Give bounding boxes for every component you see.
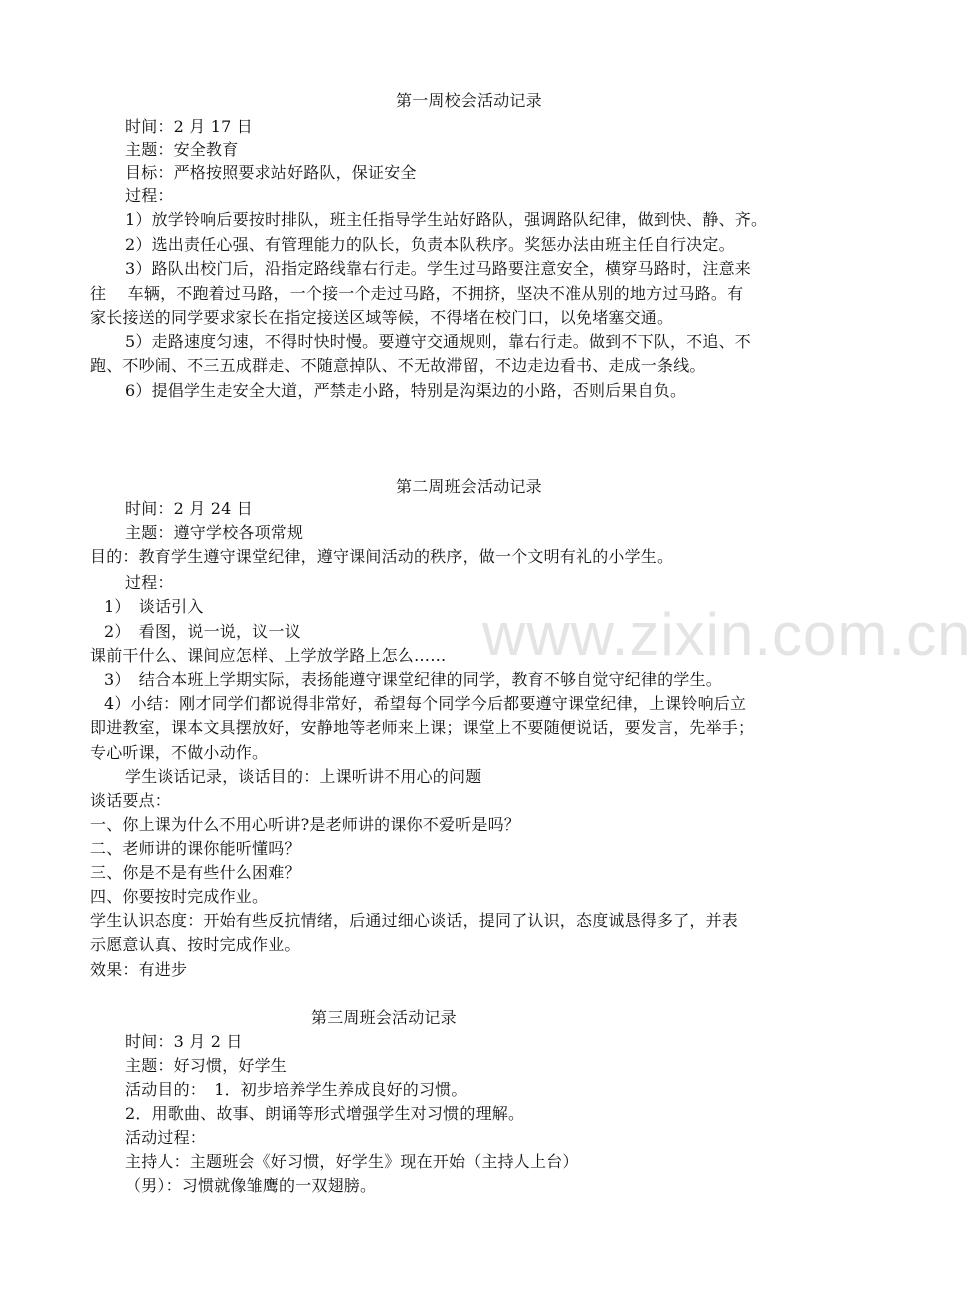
week1-topic: 主题：安全教育 <box>125 140 239 159</box>
watermark: www.zixin.com.cn <box>482 601 971 668</box>
week3-male-line: （男）：习惯就像雏鹰的一双翅膀。 <box>125 1176 377 1195</box>
week2-question-1: 一、你上课为什么不用心听讲?是老师讲的课你不爱听是吗？ <box>90 815 520 834</box>
week2-step-4-line1: 4）小结：刚才同学们都说得非常好，希望每个同学今后都要遵守课堂纪律，上课铃响后立 <box>104 694 747 713</box>
week2-step-4-line3: 专心听课，不做小动作。 <box>90 743 269 762</box>
week2-step-2: 2） 看图，说一说，议一议 <box>104 622 301 641</box>
week2-talk-points: 谈话要点： <box>90 791 172 810</box>
week1-item-3-line3: 家长接送的同学要求家长在指定接送区域等候，不得堵在校门口，以免堵塞交通。 <box>90 308 674 327</box>
week1-process-label: 过程： <box>125 186 174 205</box>
week2-effect: 效果：有进步 <box>90 960 188 979</box>
week2-step-1: 1） 谈话引入 <box>104 597 204 616</box>
week1-item-3-line1: 3）路队出校门后，沿指定路线靠右行走。学生过马路要注意安全，横穿马路时，注意来 <box>125 259 751 278</box>
week1-item-5-line2: 跑、不吵闹、不三五成群走、不随意掉队、不无故滞留，不边走边看书、走成一条线。 <box>90 356 706 375</box>
week2-step-3: 3） 结合本班上学期实际，表扬能遵守课堂纪律的同学，教育不够自觉守纪律的学生。 <box>104 670 722 689</box>
week2-question-2: 二、老师讲的课你能听懂吗？ <box>90 839 301 858</box>
week2-step-4-line2: 即进教室，课本文具摆放好，安静地等老师来上课；课堂上不要随便说话，要发言，先举手； <box>90 718 755 737</box>
week2-topic: 主题：遵守学校各项常规 <box>125 523 304 542</box>
week1-item-5-line1: 5）走路速度匀速，不得时快时慢。要遵守交通规则，靠右行走。做到不下队，不追、不 <box>125 332 751 351</box>
week1-goal: 目标：严格按照要求站好路队，保证安全 <box>125 163 417 182</box>
week3-title: 第三周班会活动记录 <box>311 1008 457 1027</box>
week2-process-label: 过程： <box>125 573 174 592</box>
week2-attitude-line1: 学生认识态度：开始有些反抗情绪，后通过细心谈话，提同了认识，态度诚恳得多了，并表 <box>90 911 739 930</box>
week2-talk-record: 学生谈话记录，谈话目的：上课听讲不用心的问题 <box>125 767 482 786</box>
week1-time: 时间：2 月 17 日 <box>125 117 253 136</box>
week2-question-4: 四、你要按时完成作业。 <box>90 887 269 906</box>
week2-title: 第二周班会活动记录 <box>396 477 542 496</box>
week2-attitude-line2: 示愿意认真、按时完成作业。 <box>90 935 301 954</box>
week3-purpose-2: 2．用歌曲、故事、朗诵等形式增强学生对习惯的理解。 <box>125 1104 525 1123</box>
week2-step-2-detail: 课前干什么、课间应怎样、上学放学路上怎么…… <box>90 646 447 665</box>
week3-purpose: 活动目的： 1．初步培养学生养成良好的习惯。 <box>125 1080 468 1099</box>
week2-purpose: 目的：教育学生遵守课堂纪律，遵守课间活动的秩序，做一个文明有礼的小学生。 <box>90 547 674 566</box>
week3-time: 时间：3 月 2 日 <box>125 1032 243 1051</box>
week2-time: 时间：2 月 24 日 <box>125 499 253 518</box>
week2-question-3: 三、你是不是有些什么困难？ <box>90 863 301 882</box>
week1-title: 第一周校会活动记录 <box>396 91 542 110</box>
week3-topic: 主题：好习惯，好学生 <box>125 1056 288 1075</box>
week1-item-6: 6）提倡学生走安全大道，严禁走小路，特别是沟渠边的小路，否则后果自负。 <box>125 381 687 400</box>
week1-item-3-line2: 往 车辆，不跑着过马路，一个接一个走过马路，不拥挤，坚决不准从别的地方过马路。有 <box>90 284 744 303</box>
week1-item-2: 2）选出责任心强、有管理能力的队长，负责本队秩序。奖惩办法由班主任自行决定。 <box>125 235 735 254</box>
week1-item-1: 1）放学铃响后要按时排队，班主任指导学生站好路队，强调路队纪律，做到快、静、齐。 <box>125 210 768 229</box>
week3-host-line: 主持人：主题班会《好习惯，好学生》现在开始（主持人上台） <box>125 1152 579 1171</box>
week3-process-label: 活动过程： <box>125 1128 207 1147</box>
